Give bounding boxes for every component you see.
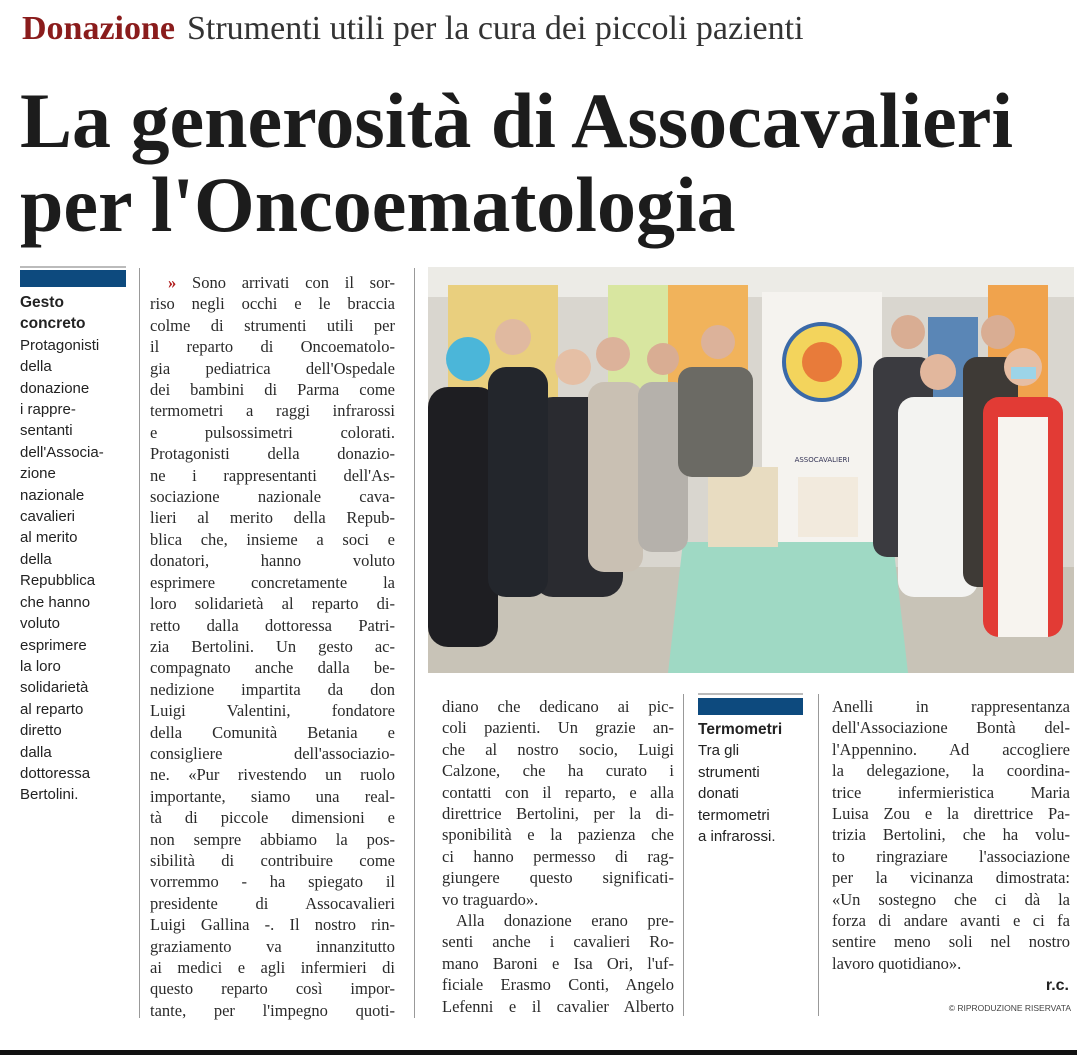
quote-mark-icon: » (168, 273, 177, 292)
text-line: per la vicinanza dimostrata: (832, 868, 1070, 888)
article-photo (428, 267, 1074, 673)
sidebar-line: al reparto (20, 700, 84, 718)
sidebar-line: esprimere (20, 636, 87, 654)
text-line: nedizione impartita da don (150, 679, 395, 699)
article-column-2 (442, 696, 674, 1017)
divider (20, 266, 126, 268)
text-line: zia Bertolini. Un gesto ac- (150, 636, 395, 656)
sidebar-line: termometri (698, 806, 770, 824)
section-label: Donazione (22, 10, 175, 47)
sidebar-bar (20, 270, 126, 287)
divider (698, 693, 803, 695)
sidebar-line: donazione (20, 379, 90, 397)
headline-line-2: per l'Oncoematologia (20, 161, 736, 248)
sidebar-line: dell'Associa- (20, 443, 104, 461)
column-rule (414, 268, 415, 1018)
text-line: contatti con il reparto, e alla (442, 782, 674, 802)
column-rule (683, 694, 684, 1016)
text-line: trizia Bertolini, che ha volu- (832, 825, 1070, 845)
sidebar-termometri (698, 719, 810, 847)
kicker (22, 10, 804, 48)
text-line: forza di andare avanti e ci fa (832, 911, 1070, 931)
page-border (0, 1050, 1077, 1055)
sidebar-line: diretto (20, 722, 62, 740)
text-line: coli pazienti. Un grazie an- (442, 718, 674, 738)
sidebar-line: donati (698, 785, 739, 803)
text-line: ne i rappresentanti dell'As- (150, 465, 395, 485)
text-line: blica che, insieme a soci e (150, 529, 395, 549)
column-rule (818, 694, 819, 1016)
text-line: Luigi Valentini, fondatore (150, 701, 395, 721)
rights-notice: © RIPRODUZIONE RISERVATA (948, 1003, 1071, 1013)
text-line: tà di piccole dimensioni e (150, 808, 395, 828)
kicker-subtitle: Strumenti utili per la cura dei piccoli pazienti (187, 10, 804, 47)
sidebar-line: Repubblica (20, 572, 96, 590)
text-line: ai medici e agli infermieri di (150, 958, 395, 977)
text-line: termometri a raggi infrarossi (150, 401, 395, 421)
text-line: vo traguardo». (442, 889, 539, 909)
article-column-1 (150, 272, 395, 1021)
sidebar-line: la loro (20, 657, 61, 675)
text-line: gia pediatrica dell'Ospedale (150, 358, 395, 378)
sidebar-bar (698, 698, 803, 715)
text-line: sibilità di contribuire come (150, 850, 395, 870)
text-line: Protagonisti della donazio- (150, 444, 395, 464)
sidebar-line: cavalieri (20, 508, 76, 526)
text-line: ci hanno permesso di rag- (442, 846, 674, 866)
text-line: ficiale Erasmo Conti, Angelo (442, 975, 674, 995)
banner-text: ASSOCAVALIERI (794, 456, 850, 464)
sidebar-line: dottoressa (20, 764, 91, 782)
text-line: giungere questo significati- (442, 868, 674, 888)
headline-line-1: La generosità di Assocavalieri (20, 77, 1014, 164)
text-line: la delegazione, la coordina- (832, 761, 1070, 781)
text-line: consigliere dell'associazio- (150, 743, 395, 763)
text-line-content: Sono arrivati con il sor- (192, 273, 396, 292)
text-line: Lefenni e il cavalier Alberto (442, 996, 674, 1016)
text-line: presidente di Assocavalieri (150, 893, 395, 913)
text-line: che al nostro socio, Luigi (442, 739, 674, 759)
text-line: colme di strumenti utili per (150, 315, 395, 335)
text-line: sponibilità e la pazienza che (442, 825, 674, 845)
text-line: lavoro quotidiano». (832, 953, 962, 973)
sidebar-line: i rappre- (20, 401, 76, 419)
text-line: sociazione nazionale cava- (150, 487, 395, 507)
sidebar-line: nazionale (20, 486, 85, 504)
sidebar-line: a infrarossi. (698, 828, 776, 846)
text-line: della Comunità Betania e (150, 722, 395, 742)
text-line: Anelli in rappresentanza (832, 697, 1070, 716)
text-line: non sempre abbiamo la pos- (150, 829, 395, 849)
sidebar-heading: concreto (20, 315, 86, 333)
sidebar-line: Bertolini. (20, 786, 79, 804)
text-line: graziamento va innanzitutto (150, 936, 395, 956)
text-line: Luigi Gallina -. Il nostro rin- (150, 915, 395, 935)
text-line (150, 272, 395, 293)
text-line: senti anche i cavalieri Ro- (442, 932, 674, 952)
sidebar-line: solidarietà (20, 679, 89, 697)
text-line: Luisa Zou e la direttrice Pa- (832, 804, 1070, 824)
group-photo (428, 267, 1074, 673)
text-line: e pulsossimetri colorati. (150, 422, 395, 442)
sidebar-line: zione (20, 465, 56, 483)
text-line: retto dalla dottoressa Patri- (150, 615, 395, 635)
text-line: lieri al merito della Repub- (150, 508, 395, 528)
author-signature: r.c. (1045, 977, 1069, 994)
text-line: vorremmo - ha spiegato il (150, 872, 395, 892)
sidebar-heading: Termometri (698, 721, 783, 738)
text-line: dell'Associazione Bontà del- (832, 718, 1070, 738)
article-column-3 (832, 696, 1070, 974)
text-line: esprimere concretamente la (150, 572, 395, 592)
sidebar-line: della (20, 550, 52, 568)
column-rule (139, 268, 140, 1018)
text-line: Alla donazione erano pre- (456, 911, 674, 931)
text-line: loro solidarietà al reparto di- (150, 594, 395, 614)
text-line: questo reparto così impor- (150, 979, 395, 999)
text-line: «Un sostegno che ci dà la (832, 889, 1070, 909)
sidebar-gesto-concreto (20, 292, 130, 806)
text-line: il reparto di Oncoematolo- (150, 337, 395, 357)
text-line: direttrice Bertolini, per la di- (442, 804, 674, 824)
text-line: importante, siamo una real- (150, 786, 395, 806)
text-line: sentire meno soli nel nostro (832, 932, 1070, 952)
sidebar-line: Tra gli (698, 742, 740, 760)
text-line: riso negli occhi e le braccia (150, 294, 395, 314)
text-line: l'Appennino. Ad accogliere (832, 739, 1070, 759)
sidebar-heading: Gesto (20, 294, 64, 311)
sidebar-line: che hanno (20, 593, 91, 611)
text-line: to ringraziare l'associazione (832, 846, 1070, 866)
text-line: tante, per l'impegno quoti- (150, 1000, 395, 1020)
sidebar-line: al merito (20, 529, 78, 547)
text-line: diano che dedicano ai pic- (442, 697, 674, 716)
text-line: ne. «Pur rivestendo un ruolo (150, 765, 395, 785)
text-line: dei bambini di Parma come (150, 380, 395, 400)
sidebar-line: strumenti (698, 763, 760, 781)
text-line: compagnato anche dalla be- (150, 658, 395, 678)
sidebar-line: voluto (20, 615, 61, 633)
text-line: mano Baroni e Isa Ori, l'uf- (442, 953, 674, 973)
sidebar-line: sentanti (20, 422, 73, 440)
sidebar-line: Protagonisti (20, 336, 100, 354)
text-line: trice infermieristica Maria (832, 782, 1070, 802)
text-line: donatori, hanno voluto (150, 551, 395, 571)
sidebar-line: della (20, 358, 52, 376)
sidebar-line: dalla (20, 743, 52, 761)
text-line: Calzone, che ha curato i (442, 761, 674, 781)
